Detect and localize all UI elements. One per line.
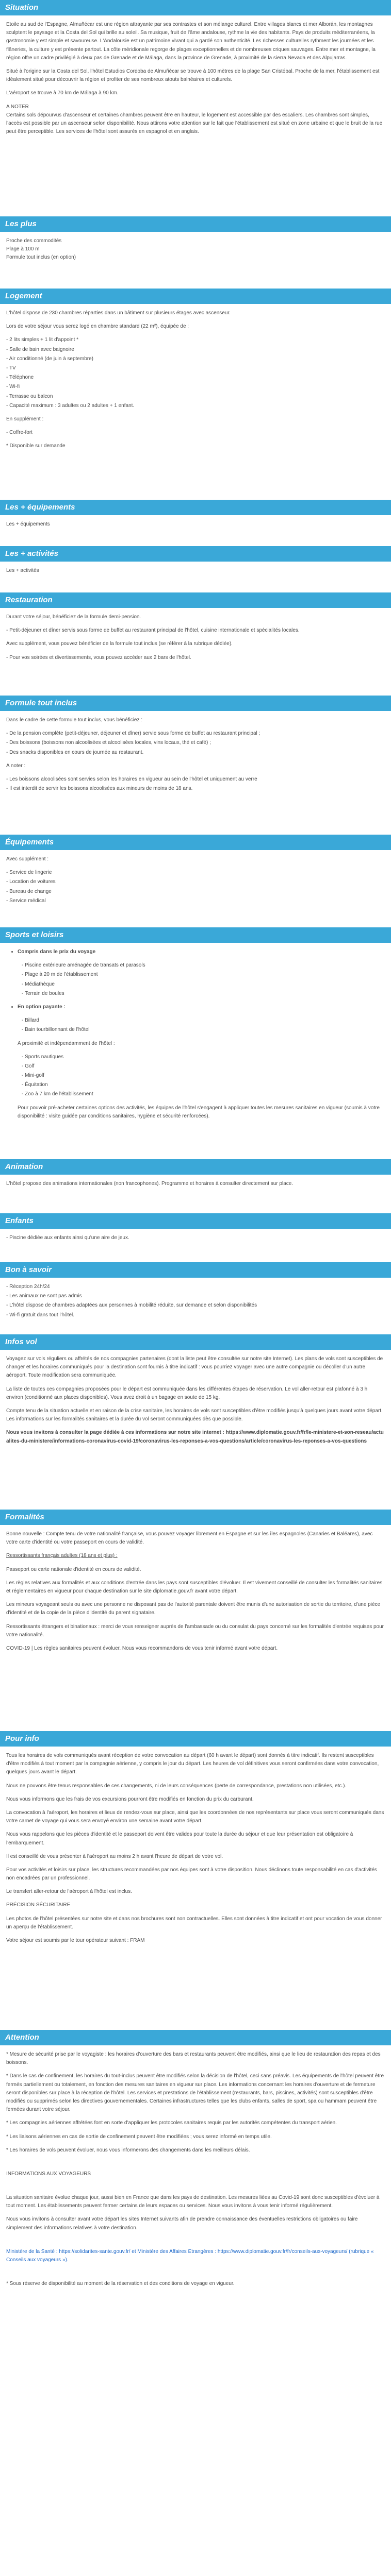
pour-info-body [0, 1747, 391, 2030]
logement-item2: - Coffre-fort [6, 429, 385, 437]
situation-p2: Situé à l'origine sur la Costa del Sol, l'hôtel Estudios Cordoba de Almuñécar se trouve à 100 mètres de la plage San Cristóbal. Proche de la mer, l'établissement est idéalement situé pour découvrir la région et profiter de ses nombreux atouts balnéaires et culturels. [6, 68, 380, 83]
equipements-p1: Avec supplément : [6, 856, 49, 862]
situation-header [0, 0, 391, 15]
logement-p2: Lors de votre séjour vous serez logé en chambre standard (22 m²), équipée de : [6, 324, 189, 330]
restauration-p1: Durant votre séjour, bénéficiez de la formule demi-pension. [6, 614, 141, 620]
sports-title: Sports et loisirs [5, 930, 64, 939]
attention-p9[interactable]: Ministère de la Santé : https://solidarites-sante.gouv.fr/ et Ministère des Affaires Etrangères : https://www.diplomatie.gouv.fr/fr/conseils-aux-voyageurs/ (rubrique « Conseils aux voyageurs »). [6, 2248, 374, 2263]
attention-p1: * Mesure de sécurité prise par le voyagiste : les horaires d'ouverture des bars et restaurants peuvent être modifiés, ainsi que le lieu de restauration des repas et des boissons. [6, 2052, 381, 2066]
bon-savoir-item: - Réception 24h/24 [6, 1283, 385, 1291]
attention-p7: La situation sanitaire évolue chaque jour, aussi bien en France que dans les pays de destination. Les mesures liées au Covid-19 sont donc susceptibles d'évoluer à tout moment. Les établissements peuvent fermer certains de leurs espaces ou services. Nous vous invitons à vous tenir informé régulièrement. [6, 2195, 380, 2209]
animation-header [0, 1159, 391, 1175]
logement-item: - 2 lits simples + 1 lit d'appoint * [6, 336, 385, 344]
enfants-title: Enfants [5, 1216, 34, 1225]
sports-list1 [6, 961, 385, 998]
plus-body [0, 232, 391, 289]
restauration-body [0, 608, 391, 696]
equipements-list [6, 869, 385, 905]
restauration-list [6, 626, 385, 635]
sports-list3 [6, 1053, 385, 1099]
restauration-header [0, 592, 391, 608]
tout-inclus-item2: - Les boissons alcoolisées sont servies selon les horaires en vigueur au sein de l'hôtel et uniquement au verre [6, 775, 385, 784]
formalites-p7: COVID-19 | Les règles sanitaires peuvent évoluer. Nous vous recommandons de vous tenir informé avant votre départ. [6, 1645, 278, 1651]
logement-item: - Capacité maximum : 3 adultes ou 2 adultes + 1 enfant. [6, 402, 385, 410]
equipements-body [0, 850, 391, 927]
sports-item1: - Médiathèque [22, 980, 385, 989]
tout-inclus-header [0, 696, 391, 711]
restauration-p3: - Pour vos soirées et divertissements, vous pouvez accéder aux 2 bars de l'hôtel. [6, 654, 191, 660]
logement-list2 [6, 429, 385, 437]
bon-savoir-list [6, 1283, 385, 1319]
activ-short-text: Les + activités [6, 568, 39, 573]
situation-title: Situation [5, 3, 39, 12]
formalites-p5: Les mineurs voyageant seuls ou avec une personne ne disposant pas de l'autorité parentale doivent être munis d'une autorisation de sortie du territoire, d'une pièce d'identité et de la copie de la pièce d'identité du parent signataire. [6, 1602, 381, 1616]
logement-item: - Salle de bain avec baignoire [6, 346, 385, 354]
pour-info-p10: Les photos de l'hôtel présentées sur notre site et dans nos brochures sont non contractuelles. Elles sont données à titre indicatif et ont pour vocation de vous donner un aperçu de l'établissement. [6, 1916, 382, 1930]
equipements-item: - Service de lingerie [6, 869, 385, 877]
restauration-item: - Petit-déjeuner et dîner servis sous forme de buffet au restaurant principal de l'hôtel, cuisine internationale et spécialités locales. [6, 626, 385, 635]
equipements-item: - Location de voitures [6, 878, 385, 886]
formalites-p3: Passeport ou carte nationale d'identité en cours de validité. [6, 1566, 141, 1572]
logement-item: - Wi-fi [6, 383, 385, 391]
info-vol-p1: Voyagez sur vols réguliers ou affrétés de nos compagnies partenaires (dont la liste peut être consultée sur notre site Internet). Les plans de vols sont susceptibles de changer et les horaires communiqués pour la destination sont fournis à titre indicatif : vous pourriez voyager avec une autre compagnie ou décoller d'un autre aéroport. Toute modification sera communiquée. [6, 1356, 383, 1379]
formalites-p2: Ressortissants français adultes (18 ans et plus) : [6, 1553, 118, 1559]
bon-savoir-item: - Wi-fi gratuit dans tout l'hôtel. [6, 1311, 385, 1319]
plus-item: Proche des commodités [6, 238, 62, 244]
animation-p1: L'hôtel propose des animations internationales (non francophones). Programme et horaires à consulter directement sur place. [6, 1181, 294, 1187]
animation-title: Animation [5, 1162, 43, 1171]
equip-short-header [0, 500, 391, 515]
bon-savoir-item: - Les animaux ne sont pas admis [6, 1292, 385, 1300]
sports-item1: - Piscine extérieure aménagée de transats et parasols [22, 961, 385, 970]
equipements-header [0, 835, 391, 850]
info-vol-p2: La liste de toutes ces compagnies proposées pour le départ est communiquée dans les différentes étapes de réservation. Le vol aller-retour est plafonné à 3 h environ (conditionné aux places disponibles). Vous avez droit à un bagage en soute de 15 kg. [6, 1386, 368, 1400]
tout-inclus-item: - Des boissons (boissons non alcoolisées et alcoolisées locales, vins locaux, thé et café) ; [6, 739, 385, 747]
attention-p5: * Les horaires de vols peuvent évoluer, nous vous informerons des changements dans les meilleurs délais. [6, 2147, 250, 2153]
info-vol-p4[interactable]: Nous vous invitons à consulter la page dédiée à ces informations sur notre site internet : https://www.diplomatie.gouv.fr/fr/le-ministere-et-son-reseau/actualites-du-ministere/informations-coronavirus-covid-19/coronavirus-les-reponses-a-vos-questions/article/coronavirus-les-reponses-a-vos-questions [6, 1430, 384, 1444]
info-vol-header [0, 1334, 391, 1350]
enfants-p1: - Piscine dédiée aux enfants ainsi qu'une aire de jeux. [6, 1235, 129, 1241]
situation-p1: Etoile au sud de l'Espagne, Almuñécar est une région attrayante par ses contrastes et son mélange culturel. Entre villages blancs et mer Alborán, les montagnes sculptent le paysage et la Costa del Sol qui brille au soleil. Sa musique, fruit de l'âme andalouse, rythme la vie des habitants. Pays de produits méditerranéens, la gastronomie y est simple et savoureuse. L'Andalousie est un patrimoine vivant qui a gardé son authenticité. Les richesses culturelles rythment les journées et les flâneries, la culture y est présente partout. La côte méridionale regorge de plages exceptionnelles et de nombreuses criques sauvages. Entre mer et montagne, la région offre un cadre privilégié à deux pas de Grenade et de Málaga, dans la province de Grenade, à proximité de la sierra Nevada et des Alpujarras. [6, 22, 376, 61]
sports-list-head2 [6, 1003, 385, 1011]
attention-p8: Nous vous invitons à consulter avant votre départ les sites Internet suivants afin de prendre connaissance des éventuelles restrictions obligatoires ou faire simplement des informations relatives à votre destination. [6, 2216, 358, 2231]
info-vol-title: Infos vol [5, 1337, 37, 1346]
formalites-p4: Les règles relatives aux formalités et aux conditions d'entrée dans les pays sont susceptibles d'évoluer. Il est vivement conseillé de consulter les formalités sanitaires et réglementaires en vigueur pour chaque destination sur le site diplomatie.gouv.fr avant votre départ. [6, 1580, 383, 1594]
bon-savoir-title: Bon à savoir [5, 1265, 52, 1274]
sports-head1: • Compris dans le prix du voyage [18, 948, 385, 956]
logement-title: Logement [5, 291, 42, 300]
sports-item3: - Sports nautiques [22, 1053, 385, 1061]
formalites-p6: Ressortissants étrangers et binationaux : merci de vous renseigner auprès de l'ambassade ou du consulat du pays concerné sur les formalités d'entrée requises pour votre nationalité. [6, 1623, 384, 1638]
plus-header [0, 216, 391, 232]
sports-p2: Pour pouvoir pré-acheter certaines options des activités, les équipes de l'hôtel s'engagent à appliquer toutes les mesures sanitaires en vigueur (soumis à votre disponibilité : visite guidée par conditions sanitaires, hygiène et sécurité renforcées). [18, 1105, 380, 1119]
bon-savoir-item: - L'hôtel dispose de chambres adaptées aux personnes à mobilité réduite, sur demande et selon disponibilités [6, 1301, 385, 1310]
tout-inclus-item2: - Il est interdit de servir les boissons alcoolisées aux mineurs de moins de 18 ans. [6, 785, 385, 793]
plus-title: Les plus [5, 219, 37, 228]
tout-inclus-item: - De la pension complète (petit-déjeuner, déjeuner et dîner) servie sous forme de buffet au restaurant principal ; [6, 730, 385, 738]
enfants-header [0, 1213, 391, 1229]
sports-item3: - Zoo à 7 km de l'établissement [22, 1090, 385, 1098]
tout-inclus-title: Formule tout inclus [5, 698, 77, 707]
restauration-p2: Avec supplément, vous pouvez bénéficier de la formule tout inclus (se référer à la rubrique dédiée). [6, 641, 233, 647]
activ-short-body [0, 562, 391, 592]
pour-info-p6: Il est conseillé de vous présenter à l'aéroport au moins 2 h avant l'heure de départ de votre vol. [6, 1853, 223, 1859]
logement-p1: L'hôtel dispose de 230 chambres réparties dans un bâtiment sur plusieurs étages avec ascenseur. [6, 310, 231, 316]
info-vol-body [0, 1350, 391, 1510]
sports-head2: • En option payante : [18, 1003, 385, 1011]
sports-item2: - Billard [22, 1016, 385, 1025]
sports-list2 [6, 1016, 385, 1034]
logement-item: - TV [6, 364, 385, 372]
tout-inclus-p1: Dans le cadre de cette formule tout inclus, vous bénéficiez : [6, 717, 143, 723]
tout-inclus-list2 [6, 775, 385, 793]
situation-p4: A NOTER Certains sols dépourvus d'ascenseur et certaines chambres peuvent être en hauteur, le logement est accessible par des escaliers. Les chambres sont simples, l'accès est possible par un ascenseur selon disponibilité. Nous attirons votre attention sur le fait que l'établissement est situé en zone urbaine et que le bruit de la rue peut être perceptible. Les services de l'hôtel sont assurés en espagnol et en anglais. [6, 104, 383, 135]
logement-body [0, 304, 391, 500]
sports-header [0, 927, 391, 943]
situation-body [0, 15, 391, 216]
animation-body [0, 1175, 391, 1213]
pour-info-p2: Nous ne pouvons être tenus responsables de ces changements, ni de leurs conséquences (perte de correspondance, prestations non utilisées, etc.). [6, 1783, 347, 1789]
attention-title: Attention [5, 2032, 39, 2042]
sports-item3: - Golf [22, 1062, 385, 1071]
equipements-item: - Service médical [6, 897, 385, 905]
equip-short-title: Les + équipements [5, 502, 75, 512]
logement-p3: En supplément : [6, 416, 44, 422]
sports-list-head [6, 948, 385, 956]
formalites-body [0, 1525, 391, 1731]
logement-note: * Disponible sur demande [6, 443, 66, 449]
attention-p10: * Sous réserve de disponibilité au moment de la réservation et des conditions de voyage en vigueur. [6, 2281, 235, 2287]
situation-p3: L'aéroport se trouve à 70 km de Málaga à 90 km. [6, 90, 119, 96]
pour-info-p1: Tous les horaires de vols communiqués avant réception de votre convocation au départ (60 h avant le départ) sont donnés à titre indicatif. Ils restent susceptibles d'être modifiés à tout moment par la compagnie aérienne, y compris le jour du départ. Les heures de vol définitives vous seront confirmées dans votre convocation, quelques jours avant le départ. [6, 1753, 379, 1775]
sports-body [0, 943, 391, 1159]
formalites-title: Formalités [5, 1512, 44, 1521]
pour-info-header [0, 1731, 391, 1747]
attention-p4: * Les liaisons aériennes en cas de sortie de confinement peuvent être modifiées ; vous serez informé en temps utile. [6, 2133, 272, 2140]
tout-inclus-item: - Des snacks disponibles en cours de journée au restaurant. [6, 749, 385, 757]
info-vol-p3: Compte tenu de la situation actuelle et en raison de la crise sanitaire, les horaires de vols sont susceptibles d'être modifiés jusqu'à quelques jours avant votre départ. Les informations sur les formalités sanitaires et la durée du vol seront communiquées dès que possible. [6, 1408, 383, 1422]
formalites-p1: Bonne nouvelle : Compte tenu de votre nationalité française, vous pouvez voyager librement en Espagne et sur les îles espagnoles (Canaries et Baléares), avec votre carte d'identité ou votre passeport en cours de validité. [6, 1531, 373, 1546]
logement-item: - Air conditionné (de juin à septembre) [6, 355, 385, 363]
sports-item1: - Plage à 20 m de l'établissement [22, 971, 385, 979]
equip-short-body [0, 515, 391, 546]
plus-item: Plage à 100 m [6, 246, 40, 252]
attention-body [0, 2045, 391, 2576]
enfants-body [0, 1229, 391, 1262]
equipements-item: - Bureau de change [6, 888, 385, 896]
tout-inclus-p2: A noter : [6, 762, 26, 769]
equipements-title: Équipements [5, 837, 54, 846]
pour-info-p7: Pour vos activités et loisirs sur place, les structures recommandées par nos équipes sont à votre disposition. Nous déclinons toute responsabilité en cas d'activités non encadrées par un professionnel. [6, 1867, 377, 1882]
pour-info-p4: La convocation à l'aéroport, les horaires et lieux de rendez-vous sur place, ainsi que les coordonnées de nos représentants sur place vous seront communiqués dans votre carnet de voyage qui vous sera envoyé environ une semaine avant votre départ. [6, 1809, 384, 1824]
attention-p6: INFORMATIONS AUX VOYAGEURS [6, 2171, 91, 2177]
sports-item2: - Bain tourbillonnant de l'hôtel [22, 1026, 385, 1034]
pour-info-title: Pour info [5, 1734, 39, 1743]
attention-p3: * Les compagnies aériennes affrétées font en sorte d'appliquer les protocoles sanitaires requis par les autorités compétentes du transport aérien. [6, 2120, 337, 2126]
activ-short-title: Les + activités [5, 549, 58, 558]
logement-list [6, 336, 385, 410]
plus-item: Formule tout inclus (en option) [6, 255, 76, 261]
bon-savoir-body [0, 1278, 391, 1334]
sports-item3: - Équitation [22, 1081, 385, 1089]
logement-item: - Téléphone [6, 374, 385, 382]
sports-item1: - Terrain de boules [22, 990, 385, 998]
attention-p2: * Dans le cas de confinement, les horaires du tout-inclus peuvent être modifiés selon la décision de l'hôtel, ceci sans préavis. Les équipements de l'hôtel peuvent être fermés partiellement ou totalement, en fonction des mesures sanitaires en vigueur sur place. Les informations concernant les horaires d'ouverture et de fermeture seront disponibles sur place à la réception de l'hôtel. Les services et prestations de l'établissement (restaurants, bars, piscines, activités) sont susceptibles d'être modifiés ou supprimés selon les directives gouvernementales. Certaines infrastructures telles que les clubs enfants, salles de sport, spa ou hammam peuvent être fermées durant votre séjour. [6, 2073, 384, 2113]
restauration-title: Restauration [5, 595, 53, 604]
activ-short-header [0, 546, 391, 562]
pour-info-p3: Nous vous informons que les frais de vos excursions pourront être modifiés en fonction du prix du carburant. [6, 1796, 254, 1802]
sports-item3: - Mini-golf [22, 1072, 385, 1080]
tout-inclus-body [0, 711, 391, 835]
pour-info-p5: Nous vous rappelons que les pièces d'identité et le passeport doivent être valides pour toute la durée du séjour et que leur présentation est obligatoire à l'embarquement. [6, 1832, 353, 1846]
formalites-header [0, 1510, 391, 1525]
attention-header [0, 2030, 391, 2045]
pour-info-p9: PRÉCISION SÉCURITAIRE [6, 1902, 71, 1908]
logement-header [0, 289, 391, 304]
tout-inclus-list [6, 730, 385, 757]
sports-p1: A proximité et indépendamment de l'hôtel : [18, 1040, 115, 1046]
equip-short-text: Les + équipements [6, 521, 50, 527]
pour-info-p8: Le transfert aller-retour de l'aéroport à l'hôtel est inclus. [6, 1889, 132, 1895]
logement-item: - Terrasse ou balcon [6, 393, 385, 401]
bon-savoir-header [0, 1262, 391, 1278]
pour-info-p11: Votre séjour est soumis par le tour opérateur suivant : FRAM [6, 1938, 145, 1943]
